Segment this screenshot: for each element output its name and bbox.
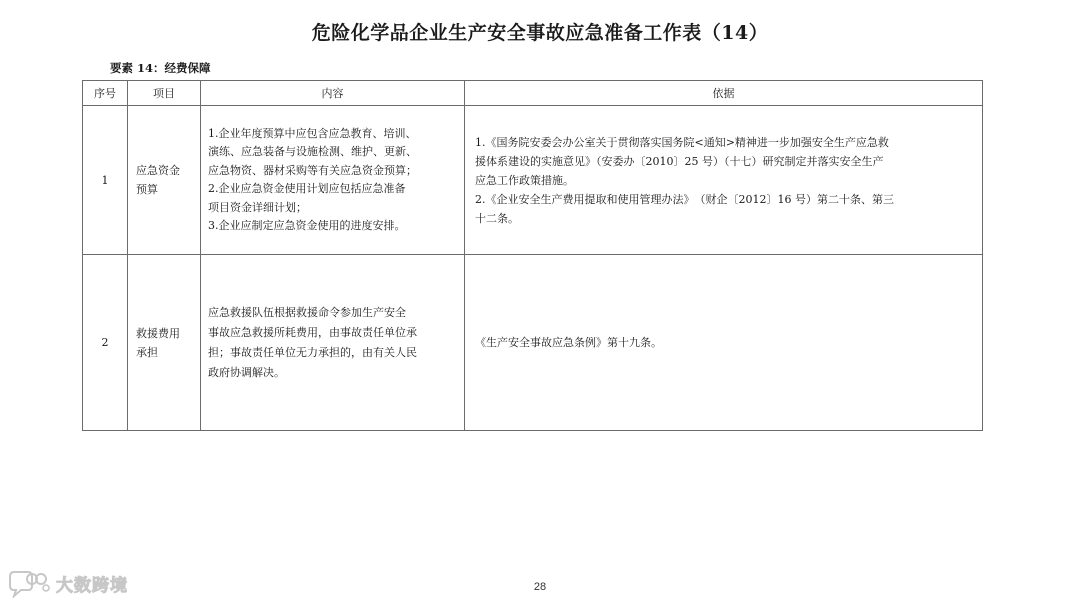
- row-content: [201, 255, 465, 431]
- content-line: 1.企业年度预算中应包含应急教育、培训、: [208, 126, 417, 140]
- chat-bubble-logo-icon: [8, 568, 52, 598]
- item-line: 承担: [136, 345, 158, 359]
- basis-line: 十二条。: [475, 211, 519, 225]
- header-item: 项目: [128, 81, 201, 106]
- row-item: [128, 255, 201, 431]
- row-basis: [465, 106, 983, 255]
- table-header-row: [83, 81, 983, 106]
- row-number: 2: [83, 255, 128, 431]
- table-row: [83, 255, 983, 431]
- content-line: 担；事故责任单位无力承担的，由有关人民: [208, 345, 417, 359]
- content-line: 政府协调解决。: [208, 365, 285, 379]
- row-basis: [465, 255, 983, 431]
- table-row: [83, 106, 983, 255]
- basis-line: 1.《国务院安委会办公室关于贯彻落实国务院<通知>精神进一步加强安全生产应急救: [475, 135, 889, 149]
- row-content: [201, 106, 465, 255]
- element-label: 要素 14：经费保障: [110, 61, 211, 75]
- content-line: 项目资金详细计划；: [208, 200, 307, 214]
- page-title: 危险化学品企业生产安全事故应急准备工作表（14）: [311, 22, 769, 44]
- row-number: 1: [83, 106, 128, 255]
- page-number: 28: [533, 581, 547, 593]
- header-basis: 依据: [465, 81, 983, 106]
- header-no: 序号: [83, 81, 128, 106]
- header-content: 内容: [201, 81, 465, 106]
- content-line: 演练、应急装备与设施检测、维护、更新、: [208, 145, 417, 158]
- content-line: 事故应急救援所耗费用，由事故责任单位承: [208, 325, 417, 339]
- content-line: 应急物资、器材采购等有关应急资金预算；: [208, 163, 417, 177]
- content-line: 应急救援队伍根据救援命令参加生产安全: [208, 305, 406, 319]
- item-line: 应急资金: [136, 164, 180, 177]
- basis-line: 援体系建设的实施意见》（安委办〔2010〕25 号）（十七）研究制定并落实安全生产: [475, 154, 884, 168]
- watermark-text: 大数跨境: [56, 575, 128, 596]
- watermark: [8, 568, 128, 598]
- basis-line: 应急工作政策措施。: [475, 173, 574, 187]
- row-item: [128, 106, 201, 255]
- content-line: 2.企业应急资金使用计划应包括应急准备: [208, 182, 406, 195]
- content-line: 3.企业应制定应急资金使用的进度安排。: [208, 219, 406, 232]
- basis-line: 2.《企业安全生产费用提取和使用管理办法》 （财企〔2012〕16 号）第二十条、第三: [475, 192, 894, 206]
- prep-work-table: [82, 80, 983, 431]
- basis-line: 《生产安全事故应急条例》第十九条。: [475, 336, 662, 349]
- item-line: 预算: [136, 183, 158, 196]
- item-line: 救援费用: [136, 326, 180, 340]
